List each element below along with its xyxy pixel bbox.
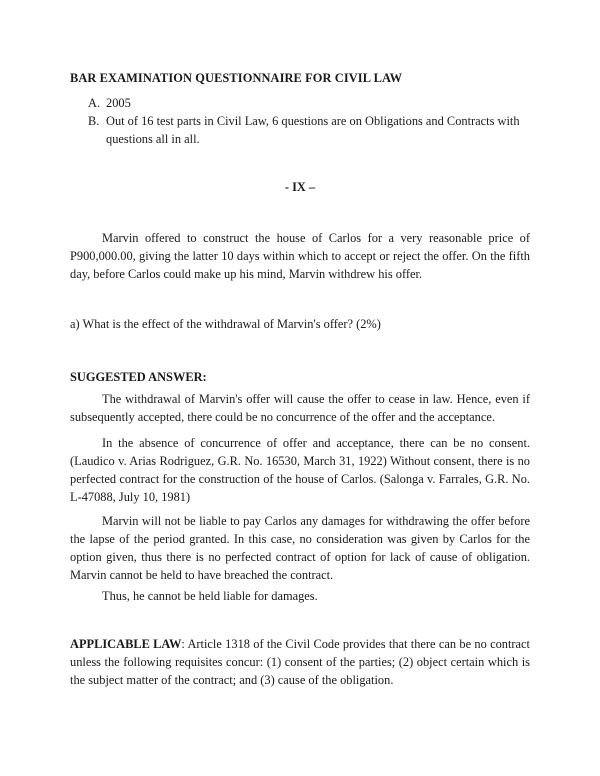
list-item bbox=[88, 94, 528, 112]
answer-paragraph: Thus, he cannot be held liable for damages. bbox=[102, 589, 318, 603]
document-heading: BAR EXAMINATION QUESTIONNAIRE FOR CIVIL LAW bbox=[70, 71, 403, 85]
sub-question: a) What is the effect of the withdrawal of Marvin's offer? (2%) bbox=[70, 317, 381, 331]
list-item-text: Out of 16 test parts in Civil Law, 6 questions are on Obligations and Contracts with questions all in all. bbox=[106, 114, 520, 146]
list-marker: A. bbox=[88, 96, 101, 110]
answer-paragraph: The withdrawal of Marvin's offer will cause the offer to cease in law. Hence, even if subsequently accepted, there could be no concurrence of the offer and the acceptance. bbox=[70, 392, 530, 424]
part-label: - IX – bbox=[284, 180, 316, 194]
answer-paragraph: In the absence of concurrence of offer and acceptance, there can be no consent. (Laudico v. Arias Rodriguez, G.R. No. 16530, March 31, 1922) Without consent, there is no perfected contract for the construction of the house of Carlos. (Salonga v. Farrales, G.R. No. L-47088, July 10, 1981) bbox=[70, 436, 530, 504]
question-paragraph: Marvin offered to construct the house of Carlos for a very reasonable price of P900,000.00, giving the latter 10 days within which to accept or reject the offer. On the fifth day, before Carlos could make up his mind, Marvin withdrew his offer. bbox=[70, 231, 530, 281]
answer-paragraph: Marvin will not be liable to pay Carlos any damages for withdrawing the offer before the lapse of the period granted. In this case, no consideration was given by Carlos for the option given, thus there is no perfected contract of option for lack of cause of obligation. Marvin cannot be held to have breached the contract. bbox=[70, 514, 530, 582]
list-item bbox=[88, 112, 528, 148]
applicable-law-text: : Article 1318 of the Civil Code provides that there can be no contract unless the following requisites concur: (1) consent of the parties; (2) object certain which is the subject matter of the contract; and (3) cause of the obligation. bbox=[70, 637, 530, 687]
applicable-law-label: APPLICABLE LAW bbox=[70, 637, 182, 651]
suggested-answer-label: SUGGESTED ANSWER: bbox=[70, 370, 207, 384]
list-item-text: 2005 bbox=[106, 96, 131, 110]
applicable-law-paragraph bbox=[70, 635, 530, 689]
list-marker: B. bbox=[88, 114, 100, 128]
exam-info-list bbox=[88, 94, 528, 148]
